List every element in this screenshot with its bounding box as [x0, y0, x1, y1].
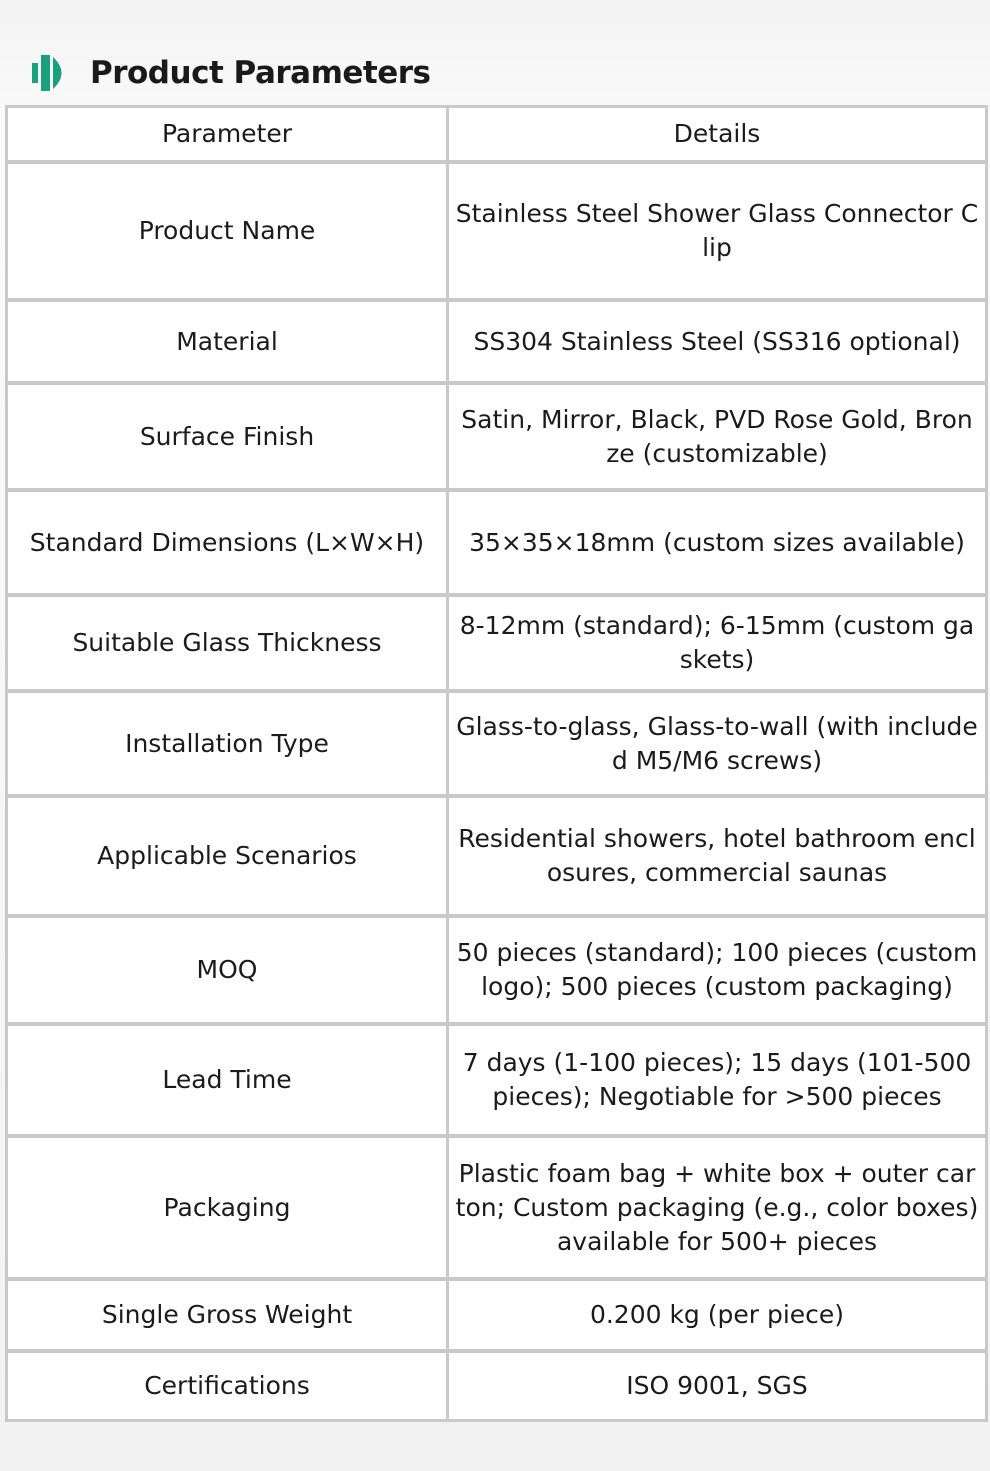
- details-cell: 7 days (1-100 pieces); 15 days (101-500 pieces); Negotiable for >500 pieces: [449, 1026, 985, 1138]
- param-cell: Installation Type: [8, 693, 449, 798]
- details-cell: 0.200 kg (per piece): [449, 1281, 985, 1353]
- details-cell: Stainless Steel Shower Glass Connector Clip: [449, 164, 985, 302]
- param-cell: Standard Dimensions (L×W×H): [8, 492, 449, 597]
- section-header: [32, 48, 430, 98]
- table-row: [8, 385, 985, 492]
- param-cell: Surface Finish: [8, 385, 449, 492]
- param-cell: Lead Time: [8, 1026, 449, 1138]
- table-row: [8, 1281, 985, 1353]
- param-cell: MOQ: [8, 918, 449, 1026]
- page-title: Product Parameters: [90, 55, 431, 91]
- param-cell: Product Name: [8, 164, 449, 302]
- header-details: Details: [449, 108, 985, 164]
- param-cell: Single Gross Weight: [8, 1281, 449, 1353]
- header-parameter: Parameter: [8, 108, 449, 164]
- details-cell: 50 pieces (standard); 100 pieces (custom logo); 500 pieces (custom packaging): [449, 918, 985, 1026]
- table-row: [8, 798, 985, 918]
- table-row: [8, 492, 985, 597]
- param-cell: Suitable Glass Thickness: [8, 597, 449, 693]
- table-row: [8, 1138, 985, 1281]
- details-cell: Plastic foam bag + white box + outer carton; Custom packaging (e.g., color boxes) available for 500+ pieces: [449, 1138, 985, 1281]
- details-cell: SS304 Stainless Steel (SS316 optional): [449, 302, 985, 385]
- table-row: [8, 1353, 985, 1419]
- section-marker-icon: [32, 51, 72, 95]
- param-cell: Applicable Scenarios: [8, 798, 449, 918]
- table-row: [8, 164, 985, 302]
- table-header-row: [8, 108, 985, 164]
- details-cell: 8-12mm (standard); 6-15mm (custom gaskets): [449, 597, 985, 693]
- parameters-table: [5, 105, 988, 1422]
- param-cell: Material: [8, 302, 449, 385]
- table-row: [8, 302, 985, 385]
- param-cell: Packaging: [8, 1138, 449, 1281]
- details-cell: Residential showers, hotel bathroom enclosures, commercial saunas: [449, 798, 985, 918]
- table-row: [8, 693, 985, 798]
- param-cell: Certifications: [8, 1353, 449, 1419]
- table-row: [8, 1026, 985, 1138]
- table-row: [8, 918, 985, 1026]
- details-cell: ISO 9001, SGS: [449, 1353, 985, 1419]
- table-row: [8, 597, 985, 693]
- details-cell: 35×35×18mm (custom sizes available): [449, 492, 985, 597]
- details-cell: Glass-to-glass, Glass-to-wall (with included M5/M6 screws): [449, 693, 985, 798]
- details-cell: Satin, Mirror, Black, PVD Rose Gold, Bronze (customizable): [449, 385, 985, 492]
